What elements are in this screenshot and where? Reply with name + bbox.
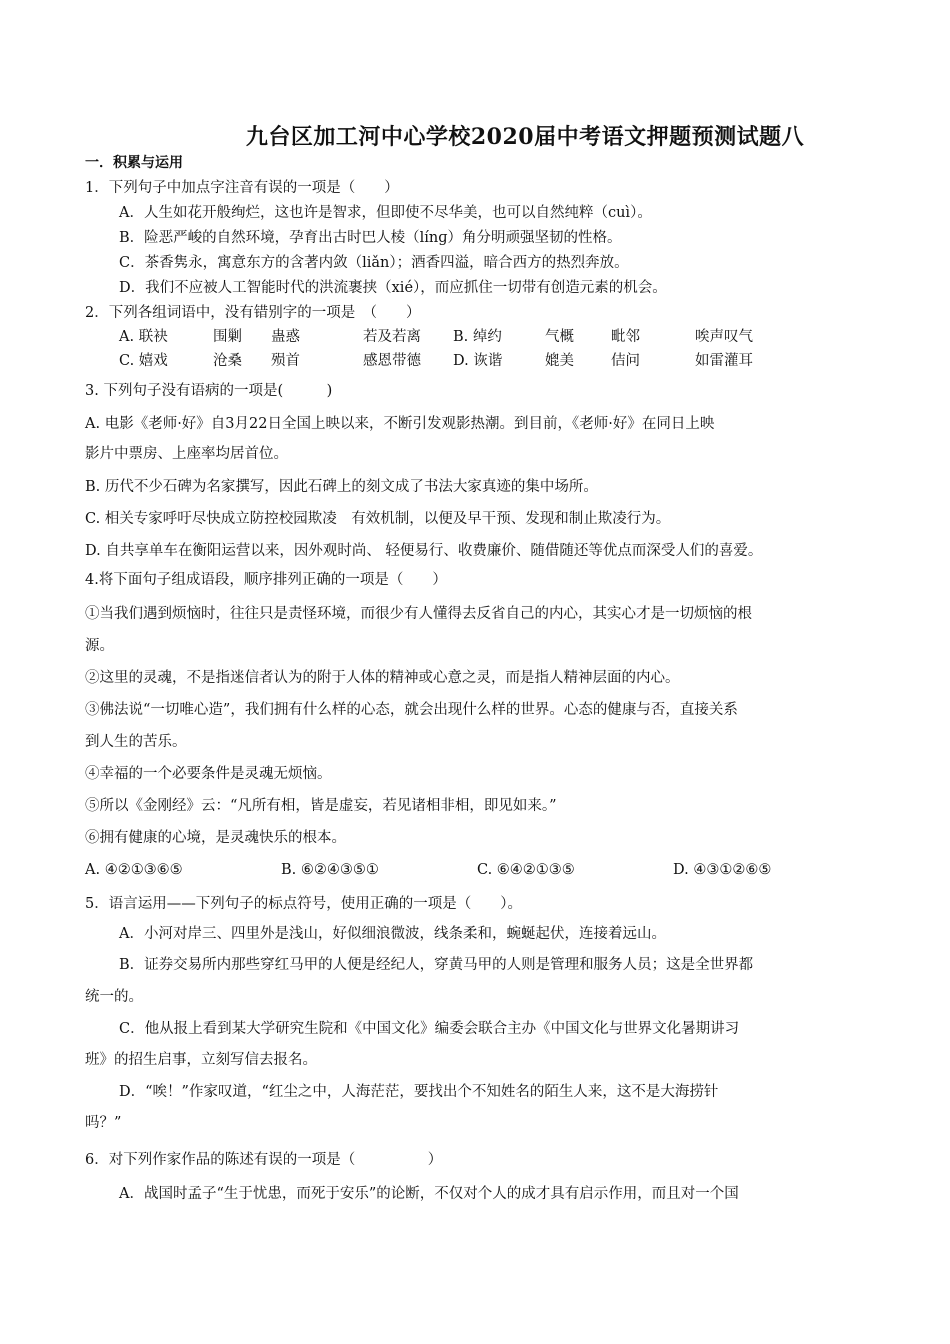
question-6-stem: 6．对下列作家作品的陈述有误的一项是（ ） <box>85 1152 443 1168</box>
question-4-sentence-2: ②这里的灵魂，不是指迷信者认为的附于人体的精神或心意之灵，而是指人精神层面的内心。 <box>85 670 680 686</box>
word-cell: 殒首 <box>271 353 300 369</box>
word-cell: A. 联袂 <box>119 329 168 345</box>
question-5-stem: 5．语言运用——下列句子的标点符号，使用正确的一项是（ ）。 <box>85 896 522 912</box>
question-5-option-a: A．小河对岸三、四里外是浅山，好似细浪微波，线条柔和，蜿蜒起伏，连接着远山。 <box>119 926 666 942</box>
answer-option: B. ⑥②④③⑤① <box>281 862 379 878</box>
question-5-option-b: B．证券交易所内那些穿红马甲的人便是经纪人，穿黄马甲的人则是管理和服务人员；这是全世界都 <box>119 957 754 973</box>
question-4-sentence-3-cont: 到人生的苦乐。 <box>85 734 187 750</box>
word-cell: D. 诙谐 <box>453 353 503 369</box>
question-4-stem: 4.将下面句子组成语段，顺序排列正确的一项是（ ） <box>85 572 447 588</box>
question-2-row-1 <box>119 327 753 347</box>
word-cell: 气概 <box>545 329 574 345</box>
word-cell: 佶问 <box>611 353 640 369</box>
question-3-option-a: A. 电影《老师·好》自3月22日全国上映以来，不断引发观影热潮。到目前，《老师·好》在同日上映 <box>85 416 715 432</box>
word-cell: 沧桑 <box>213 353 242 369</box>
word-cell: 如雷灌耳 <box>695 353 753 369</box>
word-cell: B. 绰约 <box>453 329 502 345</box>
question-1-option-b: B．险恶严峻的自然环境，孕育出古时巴人棱（línɡ）角分明顽强坚韧的性格。 <box>119 230 622 246</box>
question-4-sentence-1-cont: 源。 <box>85 638 114 654</box>
answer-option: D. ④③①②⑥⑤ <box>673 862 772 878</box>
question-3-option-b: B. 历代不少石碑为名家撰写，因此石碑上的刻文成了书法大家真迹的集中场所。 <box>85 479 598 495</box>
word-cell: 若及若离 <box>363 329 421 345</box>
question-4-sentence-3: ③佛法说“一切唯心造”，我们拥有什么样的心态，就会出现什么样的世界。心态的健康与否，直接关系 <box>85 702 738 718</box>
word-cell: 围剿 <box>213 329 242 345</box>
document-title: 九台区加工河中心学校2020届中考语文押题预测试题八 <box>245 124 805 150</box>
question-2-stem: 2．下列各组词语中，没有错别字的一项是 （ ） <box>85 305 421 321</box>
answer-option: C. ⑥④②①③⑤ <box>477 862 575 878</box>
question-4-sentence-5: ⑤所以《金刚经》云：“凡所有相，皆是虚妄，若见诸相非相，即见如来。” <box>85 798 557 814</box>
question-5-option-d-cont: 吗？” <box>85 1115 122 1131</box>
word-cell: 唉声叹气 <box>695 329 753 345</box>
question-4-sentence-1: ①当我们遇到烦恼时，往往只是责怪环境，而很少有人懂得去反省自己的内心，其实心才是一切烦恼的根 <box>85 606 752 622</box>
section-heading: 一．积累与运用 <box>85 155 183 171</box>
question-6-option-a: A．战国时孟子“生于忧患，而死于安乐”的论断，不仅对个人的成才具有启示作用，而且对一个国 <box>119 1186 739 1202</box>
question-3-option-a-cont: 影片中票房、上座率均居首位。 <box>85 446 288 462</box>
word-cell: 毗邻 <box>611 329 640 345</box>
question-3-stem: 3. 下列句子没有语病的一项是( ) <box>85 383 333 399</box>
word-cell: C. 嬉戏 <box>119 353 168 369</box>
question-1-option-a: A．人生如花开般绚烂，这也许是智求，但即使不尽华美，也可以自然纯粹（cuì）。 <box>119 205 652 221</box>
word-cell: 感恩带德 <box>363 353 421 369</box>
question-2-row-2 <box>119 351 753 371</box>
word-cell: 蛊惑 <box>271 329 300 345</box>
question-5-option-c: C．他从报上看到某大学研究生院和《中国文化》编委会联合主办《中国文化与世界文化暑期讲习 <box>119 1021 740 1037</box>
question-3-option-d: D. 自共享单车在衡阳运营以来，因外观时尚、 轻便易行、收费廉价、随借随还等优点而深受人们的喜爱。 <box>85 543 763 559</box>
question-1-option-c: C．茶香隽永，寓意东方的含著内敛（liǎn）；酒香四溢，暗合西方的热烈奔放。 <box>119 255 629 271</box>
question-5-option-d: D．“唉！”作家叹道，“红尘之中，人海茫茫，要找出个不知姓名的陌生人来，这不是大海捞针 <box>119 1084 719 1100</box>
question-4-options <box>85 860 771 880</box>
question-5-option-b-cont: 统一的。 <box>85 989 143 1005</box>
question-4-sentence-6: ⑥拥有健康的心境，是灵魂快乐的根本。 <box>85 830 346 846</box>
answer-option: A. ④②①③⑥⑤ <box>85 862 183 878</box>
word-cell: 媲美 <box>545 353 574 369</box>
question-1-stem: 1．下列句子中加点字注音有误的一项是（ ） <box>85 180 399 196</box>
question-3-option-c: C. 相关专家呼吁尽快成立防控校园欺凌 有效机制，以便及早干预、发现和制止欺凌行为。 <box>85 511 671 527</box>
question-4-sentence-4: ④幸福的一个必要条件是灵魂无烦恼。 <box>85 766 332 782</box>
question-1-option-d: D．我们不应被人工智能时代的洪流裹挟（xié），而应抓住一切带有创造元素的机会。 <box>119 280 667 296</box>
question-5-option-c-cont: 班》的招生启事，立刻写信去报名。 <box>85 1052 317 1068</box>
